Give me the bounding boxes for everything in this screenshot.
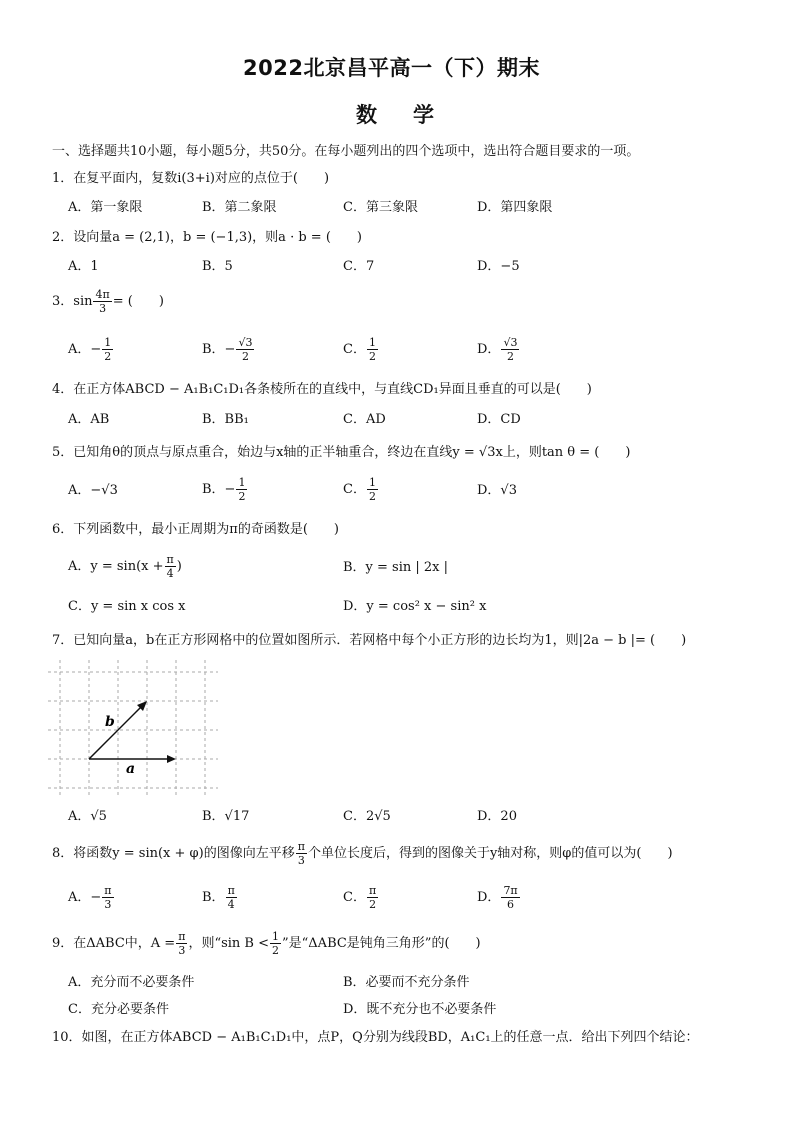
question-5-option-c: C． $\frac{1}{2}$ <box>343 476 376 503</box>
question-1-option-d: D．第四象限 <box>477 200 553 215</box>
question-7-option-b: B．√17 <box>202 809 250 824</box>
question-2-option-c: C．7 <box>343 259 375 274</box>
question-1-option-b: B．第二象限 <box>202 200 277 215</box>
question-4-option-b: B．BB₁ <box>202 412 249 427</box>
question-9-option-a: A．充分而不必要条件 <box>68 975 195 990</box>
question-3-option-c: C． $\frac{1}{2}$ <box>343 336 376 363</box>
question-9-option-b: B．必要而不充分条件 <box>343 975 470 990</box>
vector-b-label: b <box>105 714 115 730</box>
subject-title: 数学 <box>356 103 470 127</box>
question-5-option-a: A．−√3 <box>68 483 118 498</box>
question-6-option-c: C．y = sin x cos x <box>68 599 186 614</box>
question-7-option-a: A．√5 <box>68 809 107 824</box>
question-1-stem: 1．在复平面内，复数i(3+i)对应的点位于( ) <box>52 171 330 186</box>
question-2-option-a: A．1 <box>68 259 99 274</box>
question-5-stem: 5．已知角θ的顶点与原点重合，始边与x轴的正半轴重合，终边在直线y = √3x上，则tan θ = ( ) <box>52 445 631 460</box>
question-4-option-d: D．CD <box>477 412 521 427</box>
question-1-option-a: A．第一象限 <box>68 200 143 215</box>
question-8-stem: 8．将函数y = sin(x + φ)的图像向左平移 $\frac{\pi}{3}$ 个单位长度后，得到的图像关于y轴对称，则φ的值可以为( ) <box>52 840 673 867</box>
question-5-option-b: B．− $\frac{1}{2}$ <box>202 476 246 503</box>
question-8-option-c: C． $\frac{\pi}{2}$ <box>343 884 377 911</box>
question-4-option-c: C．AD <box>343 412 386 427</box>
question-1-option-c: C．第三象限 <box>343 200 418 215</box>
page-title: 2022北京昌平高一（下）期末 <box>243 56 540 80</box>
question-3-option-a: A．− $\frac{1}{2}$ <box>68 336 112 363</box>
grid-svg <box>48 660 218 798</box>
question-9-option-d: D．既不充分也不必要条件 <box>343 1002 497 1017</box>
question-4-stem: 4．在正方体ABCD − A₁B₁C₁D₁各条棱所在的直线中，与直线CD₁异面且垂直的可以是( ) <box>52 382 592 397</box>
question-7-stem: 7．已知向量a，b在正方形网格中的位置如图所示．若网格中每个小正方形的边长均为1，则|2a − b |= ( ) <box>52 633 687 648</box>
question-6-option-d: D．y = cos² x − sin² x <box>343 599 487 614</box>
grid-lines <box>48 660 218 798</box>
question-6-option-b: B．y = sin | 2x | <box>343 560 449 575</box>
vector-a-label: a <box>126 761 136 777</box>
question-3-option-d: D． $\frac{√3}{2}$ <box>477 336 518 363</box>
question-8-option-b: B． $\frac{\pi}{4}$ <box>202 884 235 911</box>
question-3-stem: 3．sin $\frac{4\pi}{3}$ = ( ) <box>52 288 164 315</box>
question-9-stem: 9．在ΔABC中，A = $\frac{\pi}{3}$ ，则“sin B < $\frac{1}{2}$ ”是“ΔABC是钝角三角形”的( ) <box>52 930 481 957</box>
question-2-stem: 2．设向量a = (2,1)，b = (−1,3)，则a · b = ( ) <box>52 230 362 245</box>
question-10-stem: 10．如图，在正方体ABCD − A₁B₁C₁D₁中，点P，Q分别为线段BD，A₁C₁上的任意一点．给出下列四个结论： <box>52 1030 699 1045</box>
question-6-option-a: A．y = sin(x + $\frac{\pi}{4}$ ) <box>68 553 182 580</box>
section-heading: 一、选择题共10小题，每小题5分，共50分。在每小题列出的四个选项中，选出符合题目要求的一项。 <box>52 144 640 159</box>
question-6-stem: 6．下列函数中，最小正周期为π的奇函数是( ) <box>52 522 339 537</box>
question-7-option-c: C．2√5 <box>343 809 391 824</box>
question-9-option-c: C．充分必要条件 <box>68 1002 169 1017</box>
question-8-option-d: D． $\frac{7\pi}{6}$ <box>477 884 518 911</box>
question-7-option-d: D．20 <box>477 809 517 824</box>
question-2-option-b: B．5 <box>202 259 233 274</box>
question-2-option-d: D．−5 <box>477 259 520 274</box>
question-4-option-a: A．AB <box>68 412 110 427</box>
question-5-option-d: D．√3 <box>477 483 517 498</box>
question-3-option-b: B．− $\frac{√3}{2}$ <box>202 336 253 363</box>
vector-grid-figure <box>48 660 218 798</box>
question-8-option-a: A．− $\frac{\pi}{3}$ <box>68 884 112 911</box>
